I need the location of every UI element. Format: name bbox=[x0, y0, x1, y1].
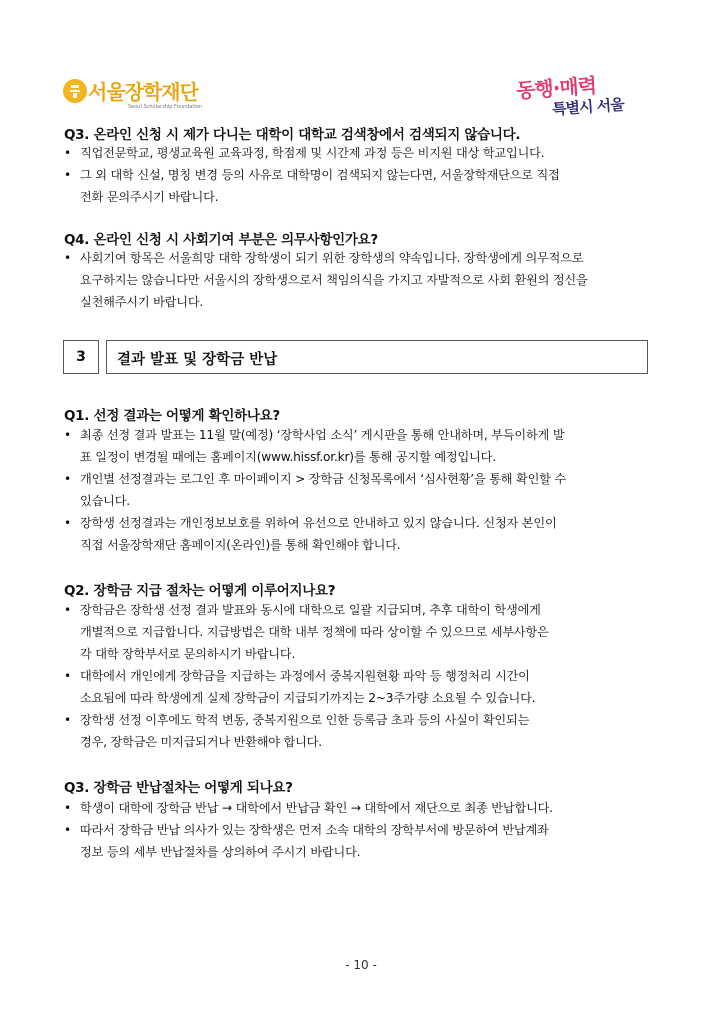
answer-text: 따라서 장학금 반납 의사가 있는 장학생은 먼저 소속 대학의 장학부서에 방문하여 반납계좌 bbox=[80, 823, 549, 837]
answer-bullet bbox=[64, 247, 656, 269]
answer-continuation: 직접 서울장학재단 홈페이지(온라인)를 통해 확인해야 합니다. bbox=[80, 538, 401, 552]
answer-text: 대학에서 개인에게 장학금을 지급하는 과정에서 중복지원현황 파악 등 행정처리 시간이 bbox=[80, 669, 530, 683]
answer-bullet bbox=[64, 468, 656, 490]
question-title: Q3. 온라인 신청 시 제가 다니는 대학이 대학교 검색창에서 검색되지 않습니다. bbox=[64, 127, 521, 143]
bullet-dot: • bbox=[64, 603, 71, 617]
bullet-dot: • bbox=[64, 669, 71, 683]
question-title: Q4. 온라인 신청 시 사회기여 부분은 의무사항인가요? bbox=[64, 232, 378, 248]
bullet-dot: • bbox=[64, 823, 71, 837]
answer-bullet bbox=[64, 512, 656, 534]
bullet-dot: • bbox=[64, 428, 71, 442]
section-title: 결과 발표 및 장학금 반납 bbox=[117, 352, 278, 368]
section-title-box bbox=[106, 340, 648, 374]
bullet-dot: • bbox=[64, 472, 71, 486]
bullet-dot: • bbox=[64, 146, 71, 160]
answer-bullet bbox=[64, 665, 656, 687]
page-header bbox=[0, 0, 722, 118]
answer-continuation: 실천해주시기 바랍니다. bbox=[80, 295, 204, 309]
bullet-dot: • bbox=[64, 168, 71, 182]
seoul-scholarship-logo-subtext: Seoul Scholarship Foundation bbox=[128, 104, 202, 110]
answer-text: 사회기여 항목은 서울희망 대학 장학생이 되기 위한 장학생의 약속입니다. 장학생에게 의무적으로 bbox=[80, 251, 584, 265]
seoul-scholarship-logo-text: 서울장학재단 bbox=[88, 80, 198, 104]
answer-bullet bbox=[64, 424, 656, 446]
slogan-line-1: 동행·매력 bbox=[515, 73, 597, 103]
answer-bullet bbox=[64, 599, 656, 621]
seoul-scholarship-emblem-icon bbox=[62, 78, 88, 104]
question-title: Q2. 장학금 지급 절차는 어떻게 이루어지나요? bbox=[64, 583, 336, 599]
answer-continuation: 있습니다. bbox=[80, 494, 130, 508]
answer-text: 장학생 선정 이후에도 학적 변동, 중복지원으로 인한 등록금 초과 등의 사실이 확인되는 bbox=[80, 713, 530, 727]
answer-continuation: 각 대학 장학부서로 문의하시기 바랍니다. bbox=[80, 647, 296, 661]
bullet-dot: • bbox=[64, 801, 71, 815]
bullet-dot: • bbox=[64, 713, 71, 727]
answer-continuation: 소요됨에 따라 학생에게 실제 장학금이 지급되기까지는 2~3주가량 소요될 수 있습니다. bbox=[80, 691, 536, 705]
answer-continuation: 정보 등의 세부 반납절차를 상의하여 주시기 바랍니다. bbox=[80, 845, 361, 859]
answer-bullet bbox=[64, 819, 656, 841]
section-number: 3 bbox=[63, 340, 99, 374]
answer-bullet bbox=[64, 709, 656, 731]
answer-text: 학생이 대학에 장학금 반납 → 대학에서 반납금 확인 → 대학에서 재단으로 최종 반납합니다. bbox=[80, 801, 553, 815]
answer-text: 개인별 선정결과는 로그인 후 마이페이지 > 장학금 신청목록에서 ‘심사현황’을 통해 확인할 수 bbox=[80, 472, 566, 486]
answer-text: 그 외 대학 신설, 명칭 변경 등의 사유로 대학명이 검색되지 않는다면, 서울장학재단으로 직접 bbox=[80, 168, 560, 182]
answer-continuation: 표 일정이 변경될 때에는 홈페이지(www.hissf.or.kr)를 통해 공지할 예정입니다. bbox=[80, 450, 496, 464]
slogan-line-2: 특별시 서울 bbox=[551, 95, 625, 119]
answer-continuation: 전화 문의주시기 바랍니다. bbox=[80, 190, 219, 204]
answer-text: 직업전문학교, 평생교육원 교육과정, 학점제 및 시간제 과정 등은 비지원 대상 학교입니다. bbox=[80, 146, 545, 160]
answer-text: 최종 선정 결과 발표는 11월 말(예정) ‘장학사업 소식’ 게시판을 통해 안내하며, 부득이하게 발 bbox=[80, 428, 565, 442]
question-title: Q3. 장학금 반납절차는 어떻게 되나요? bbox=[64, 780, 293, 796]
section-header bbox=[63, 340, 648, 374]
bullet-dot: • bbox=[64, 251, 71, 265]
answer-continuation: 개별적으로 지급합니다. 지급방법은 대학 내부 정책에 따라 상이할 수 있으므로 세부사항은 bbox=[80, 625, 549, 639]
answer-text: 장학생 선정결과는 개인정보보호를 위하여 유선으로 안내하고 있지 않습니다. 신청자 본인이 bbox=[80, 516, 557, 530]
answer-bullet bbox=[64, 142, 656, 164]
answer-text: 장학금은 장학생 선정 결과 발표와 동시에 대학으로 일괄 지급되며, 추후 대학이 학생에게 bbox=[80, 603, 541, 617]
question-title: Q1. 선정 결과는 어떻게 확인하나요? bbox=[64, 408, 280, 424]
seoul-city-slogan-logo bbox=[512, 72, 625, 122]
answer-bullet bbox=[64, 797, 656, 819]
answer-continuation: 경우, 장학금은 미지급되거나 반환해야 합니다. bbox=[80, 735, 322, 749]
answer-continuation: 요구하지는 않습니다만 서울시의 장학생으로서 책임의식을 가지고 자발적으로 사회 환원의 정신을 bbox=[80, 273, 588, 287]
bullet-dot: • bbox=[64, 516, 71, 530]
answer-bullet bbox=[64, 164, 656, 186]
page-number: - 10 - bbox=[345, 958, 377, 972]
